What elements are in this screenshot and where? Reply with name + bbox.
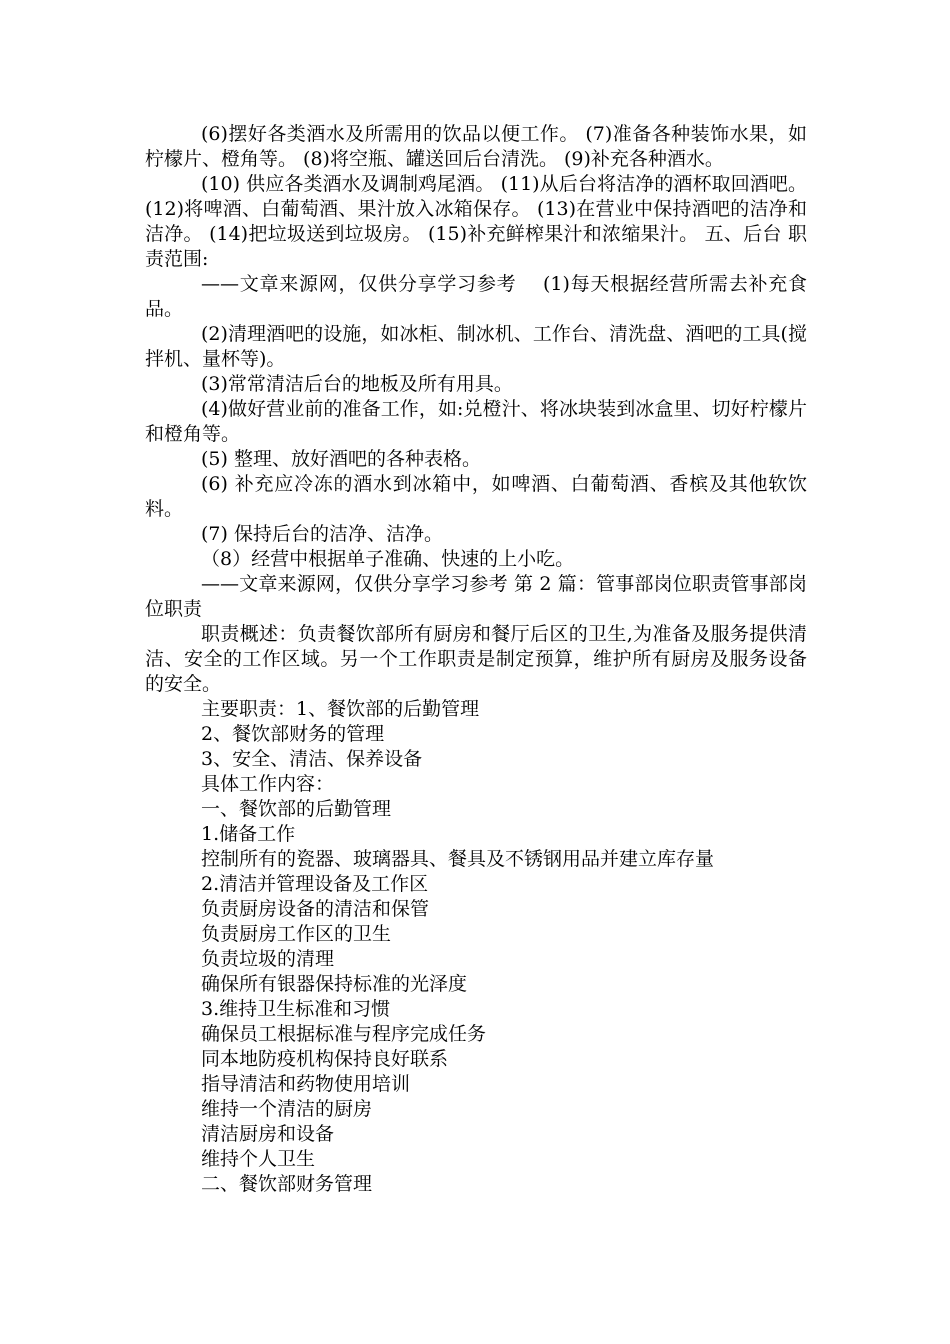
list-item: 二、餐饮部财务管理 bbox=[201, 1173, 373, 1195]
paragraph-backstage-7: (7) 保持后台的洁净、洁净。 bbox=[201, 523, 443, 545]
list-item: 指导清洁和药物使用培训 bbox=[201, 1073, 411, 1095]
list-item: 负责厨房设备的清洁和保管 bbox=[201, 898, 430, 920]
paragraph-backstage-1: ——文章来源网，仅供分享学习参考 (1)每天根据经营所需去补充食品。 bbox=[145, 273, 807, 320]
list-item: 维持个人卫生 bbox=[201, 1148, 316, 1170]
paragraph-backstage-6: (6) 补充应冷冻的酒水到冰箱中，如啤酒、白葡萄酒、香槟及其他软饮料。 bbox=[145, 473, 807, 520]
document-page bbox=[145, 122, 807, 1197]
list-item: 确保员工根据标准与程序完成任务 bbox=[201, 1023, 487, 1045]
paragraph-section-heading: ——文章来源网，仅供分享学习参考 第 2 篇：管事部岗位职责管事部岗位职责 bbox=[145, 573, 807, 620]
paragraph-backstage-4: (4)做好营业前的准备工作，如:兑橙汁、将冰块装到冰盒里、切好柠檬片和橙角等。 bbox=[145, 398, 807, 445]
list-item: 同本地防疫机构保持良好联系 bbox=[201, 1048, 449, 1070]
paragraph-backstage-5: (5) 整理、放好酒吧的各种表格。 bbox=[201, 448, 481, 470]
list-item: 具体工作内容： bbox=[201, 773, 335, 795]
list-item: 1.储备工作 bbox=[201, 823, 296, 845]
list-item: 确保所有银器保持标准的光泽度 bbox=[201, 973, 468, 995]
paragraph-bar-duties-6-9: (6)摆好各类酒水及所需用的饮品以便工作。 (7)准备各种装饰水果，如柠檬片、橙角等。 (8)将空瓶、罐送回后台清洗。 (9)补充各种酒水。 bbox=[145, 123, 807, 170]
paragraph-backstage-2: (2)清理酒吧的设施，如冰柜、制冰机、工作台、清洗盘、酒吧的工具(搅拌机、量杯等)。 bbox=[145, 323, 807, 370]
paragraph-backstage-3: (3)常常清洁后台的地板及所有用具。 bbox=[201, 373, 513, 395]
paragraph-backstage-8: （8）经营中根据单子准确、快速的上小吃。 bbox=[201, 548, 575, 570]
list-item: 一、餐饮部的后勤管理 bbox=[201, 798, 392, 820]
list-item: 2.清洁并管理设备及工作区 bbox=[201, 873, 429, 895]
list-item: 2、餐饮部财务的管理 bbox=[201, 723, 385, 745]
list-item: 维持一个清洁的厨房 bbox=[201, 1098, 373, 1120]
list-item: 3.维持卫生标准和习惯 bbox=[201, 998, 391, 1020]
list-item: 负责垃圾的清理 bbox=[201, 948, 335, 970]
list-item: 3、安全、清洁、保养设备 bbox=[201, 748, 423, 770]
list-item: 清洁厨房和设备 bbox=[201, 1123, 335, 1145]
list-item: 主要职责：1、餐饮部的后勤管理 bbox=[201, 698, 480, 720]
paragraph-duty-overview: 职责概述：负责餐饮部所有厨房和餐厅后区的卫生,为准备及服务提供清洁、安全的工作区域。另一个工作职责是制定预算，维护所有厨房及服务设备的安全。 bbox=[145, 623, 807, 695]
list-item: 控制所有的瓷器、玻璃器具、餐具及不锈钢用品并建立库存量 bbox=[201, 848, 715, 870]
list-item: 负责厨房工作区的卫生 bbox=[201, 923, 392, 945]
paragraph-bar-duties-10-15: (10) 供应各类酒水及调制鸡尾酒。 (11)从后台将洁净的酒杯取回酒吧。 (12)将啤酒、白葡萄酒、果汁放入冰箱保存。 (13)在营业中保持酒吧的洁净和洁净。 (14)把垃圾送到垃圾房。 (15)补充鲜榨果汁和浓缩果汁。 五、后台 职责范围: bbox=[145, 173, 807, 270]
